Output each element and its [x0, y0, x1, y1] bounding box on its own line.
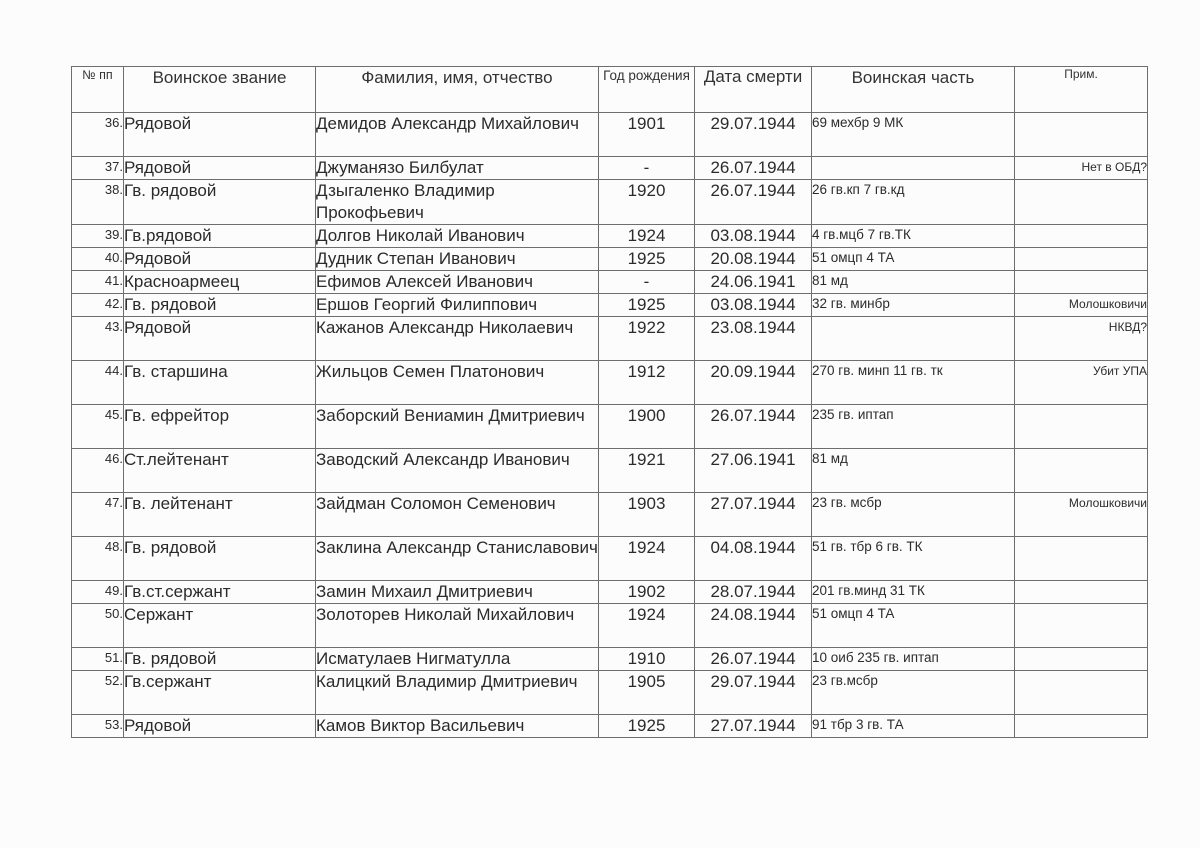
cell-number: 48. — [72, 537, 124, 581]
cell-full-name: Жильцов Семен Платонович — [316, 361, 599, 405]
cell-number: 40. — [72, 248, 124, 271]
cell-full-name: Дудник Степан Иванович — [316, 248, 599, 271]
cell-military-unit: 81 мд — [812, 271, 1015, 294]
cell-rank: Ст.лейтенант — [124, 449, 316, 493]
cell-note: Молошковичи — [1015, 493, 1148, 537]
cell-military-unit: 4 гв.мцб 7 гв.ТК — [812, 225, 1015, 248]
cell-birth-year: 1912 — [599, 361, 695, 405]
header-note: Прим. — [1015, 67, 1148, 113]
cell-number: 45. — [72, 405, 124, 449]
cell-birth-year: 1922 — [599, 317, 695, 361]
cell-death-date: 04.08.1944 — [695, 537, 812, 581]
cell-death-date: 29.07.1944 — [695, 113, 812, 157]
cell-death-date: 27.07.1944 — [695, 715, 812, 738]
cell-military-unit: 10 оиб 235 гв. иптап — [812, 648, 1015, 671]
cell-full-name: Ершов Георгий Филиппович — [316, 294, 599, 317]
cell-note — [1015, 271, 1148, 294]
cell-military-unit: 23 гв. мсбр — [812, 493, 1015, 537]
table-row — [72, 493, 1148, 537]
cell-military-unit: 32 гв. минбр — [812, 294, 1015, 317]
cell-note — [1015, 113, 1148, 157]
cell-full-name: Заборский Вениамин Дмитриевич — [316, 405, 599, 449]
cell-note — [1015, 581, 1148, 604]
cell-number: 37. — [72, 157, 124, 180]
cell-number: 42. — [72, 294, 124, 317]
header-death-date: Дата смерти — [695, 67, 812, 113]
cell-rank: Гв. лейтенант — [124, 493, 316, 537]
cell-number: 49. — [72, 581, 124, 604]
cell-military-unit: 235 гв. иптап — [812, 405, 1015, 449]
cell-full-name: Демидов Александр Михайлович — [316, 113, 599, 157]
header-rank: Воинское звание — [124, 67, 316, 113]
cell-death-date: 20.09.1944 — [695, 361, 812, 405]
cell-military-unit — [812, 317, 1015, 361]
table-row — [72, 361, 1148, 405]
cell-death-date: 28.07.1944 — [695, 581, 812, 604]
cell-note — [1015, 405, 1148, 449]
cell-full-name: Замин Михаил Дмитриевич — [316, 581, 599, 604]
cell-birth-year: 1900 — [599, 405, 695, 449]
cell-full-name: Дзыгаленко Владимир Прокофьевич — [316, 180, 599, 225]
cell-note — [1015, 648, 1148, 671]
cell-death-date: 03.08.1944 — [695, 294, 812, 317]
table-row — [72, 715, 1148, 738]
cell-full-name: Калицкий Владимир Дмитриевич — [316, 671, 599, 715]
cell-death-date: 03.08.1944 — [695, 225, 812, 248]
cell-birth-year: 1921 — [599, 449, 695, 493]
cell-death-date: 20.08.1944 — [695, 248, 812, 271]
cell-death-date: 26.07.1944 — [695, 648, 812, 671]
cell-number: 36. — [72, 113, 124, 157]
cell-note: НКВД? — [1015, 317, 1148, 361]
cell-full-name: Заводский Александр Иванович — [316, 449, 599, 493]
cell-full-name: Кажанов Александр Николаевич — [316, 317, 599, 361]
cell-number: 41. — [72, 271, 124, 294]
cell-death-date: 23.08.1944 — [695, 317, 812, 361]
cell-birth-year: 1924 — [599, 604, 695, 648]
cell-rank: Рядовой — [124, 715, 316, 738]
cell-rank: Гв. рядовой — [124, 294, 316, 317]
cell-military-unit: 69 мехбр 9 МК — [812, 113, 1015, 157]
cell-number: 39. — [72, 225, 124, 248]
table-row — [72, 537, 1148, 581]
cell-note: Нет в ОБД? — [1015, 157, 1148, 180]
cell-military-unit: 51 омцп 4 ТА — [812, 248, 1015, 271]
cell-number: 47. — [72, 493, 124, 537]
cell-birth-year: 1925 — [599, 715, 695, 738]
cell-death-date: 29.07.1944 — [695, 671, 812, 715]
cell-birth-year: 1920 — [599, 180, 695, 225]
cell-full-name: Джуманязо Билбулат — [316, 157, 599, 180]
cell-rank: Гв. рядовой — [124, 537, 316, 581]
table-row — [72, 671, 1148, 715]
cell-death-date: 27.06.1941 — [695, 449, 812, 493]
cell-military-unit — [812, 157, 1015, 180]
cell-full-name: Золоторев Николай Михайлович — [316, 604, 599, 648]
cell-full-name: Камов Виктор Васильевич — [316, 715, 599, 738]
cell-death-date: 26.07.1944 — [695, 180, 812, 225]
cell-rank: Красноармеец — [124, 271, 316, 294]
cell-military-unit: 23 гв.мсбр — [812, 671, 1015, 715]
table-row — [72, 180, 1148, 225]
cell-number: 46. — [72, 449, 124, 493]
cell-birth-year: 1903 — [599, 493, 695, 537]
cell-note: Убит УПА — [1015, 361, 1148, 405]
cell-military-unit: 51 гв. тбр 6 гв. ТК — [812, 537, 1015, 581]
cell-death-date: 26.07.1944 — [695, 157, 812, 180]
cell-number: 52. — [72, 671, 124, 715]
cell-rank: Сержант — [124, 604, 316, 648]
cell-note — [1015, 180, 1148, 225]
roster-table — [71, 66, 1148, 738]
table-row — [72, 113, 1148, 157]
cell-full-name: Зайдман Соломон Семенович — [316, 493, 599, 537]
cell-number: 38. — [72, 180, 124, 225]
table-row — [72, 271, 1148, 294]
cell-military-unit: 26 гв.кп 7 гв.кд — [812, 180, 1015, 225]
cell-note — [1015, 248, 1148, 271]
cell-military-unit: 81 мд — [812, 449, 1015, 493]
table-row — [72, 225, 1148, 248]
cell-rank: Гв. рядовой — [124, 648, 316, 671]
cell-birth-year: 1902 — [599, 581, 695, 604]
cell-birth-year: 1924 — [599, 537, 695, 581]
cell-birth-year: 1925 — [599, 248, 695, 271]
cell-rank: Рядовой — [124, 157, 316, 180]
table-row — [72, 449, 1148, 493]
cell-full-name: Заклина Александр Станиславович — [316, 537, 599, 581]
cell-number: 53. — [72, 715, 124, 738]
cell-death-date: 27.07.1944 — [695, 493, 812, 537]
cell-rank: Гв.сержант — [124, 671, 316, 715]
cell-number: 50. — [72, 604, 124, 648]
table-header — [72, 67, 1148, 113]
cell-military-unit: 270 гв. минп 11 гв. тк — [812, 361, 1015, 405]
cell-number: 44. — [72, 361, 124, 405]
cell-death-date: 24.08.1944 — [695, 604, 812, 648]
table-row — [72, 604, 1148, 648]
cell-full-name: Долгов Николай Иванович — [316, 225, 599, 248]
cell-military-unit: 201 гв.минд 31 ТК — [812, 581, 1015, 604]
cell-rank: Гв.рядовой — [124, 225, 316, 248]
table-row — [72, 157, 1148, 180]
table-row — [72, 248, 1148, 271]
cell-note — [1015, 715, 1148, 738]
cell-birth-year: 1905 — [599, 671, 695, 715]
table-body — [72, 113, 1148, 738]
cell-full-name: Исматулаев Нигматулла — [316, 648, 599, 671]
cell-note — [1015, 449, 1148, 493]
table-row — [72, 405, 1148, 449]
cell-number: 51. — [72, 648, 124, 671]
header-full-name: Фамилия, имя, отчество — [316, 67, 599, 113]
cell-note — [1015, 604, 1148, 648]
cell-death-date: 26.07.1944 — [695, 405, 812, 449]
table-row — [72, 317, 1148, 361]
cell-rank: Рядовой — [124, 317, 316, 361]
cell-death-date: 24.06.1941 — [695, 271, 812, 294]
cell-note: Молошковичи — [1015, 294, 1148, 317]
table-row — [72, 648, 1148, 671]
cell-birth-year: 1910 — [599, 648, 695, 671]
cell-note — [1015, 225, 1148, 248]
cell-note — [1015, 537, 1148, 581]
cell-rank: Рядовой — [124, 248, 316, 271]
cell-birth-year: 1924 — [599, 225, 695, 248]
header-number: № пп — [72, 67, 124, 113]
cell-rank: Гв. ефрейтор — [124, 405, 316, 449]
cell-rank: Гв. рядовой — [124, 180, 316, 225]
cell-birth-year: 1925 — [599, 294, 695, 317]
cell-note — [1015, 671, 1148, 715]
cell-birth-year: - — [599, 157, 695, 180]
cell-birth-year: 1901 — [599, 113, 695, 157]
cell-rank: Гв.ст.сержант — [124, 581, 316, 604]
cell-birth-year: - — [599, 271, 695, 294]
cell-rank: Рядовой — [124, 113, 316, 157]
header-birth-year: Год рождения — [599, 67, 695, 113]
header-military-unit: Воинская часть — [812, 67, 1015, 113]
table-row — [72, 294, 1148, 317]
table-row — [72, 581, 1148, 604]
cell-military-unit: 91 тбр 3 гв. ТА — [812, 715, 1015, 738]
cell-number: 43. — [72, 317, 124, 361]
cell-rank: Гв. старшина — [124, 361, 316, 405]
cell-full-name: Ефимов Алексей Иванович — [316, 271, 599, 294]
cell-military-unit: 51 омцп 4 ТА — [812, 604, 1015, 648]
